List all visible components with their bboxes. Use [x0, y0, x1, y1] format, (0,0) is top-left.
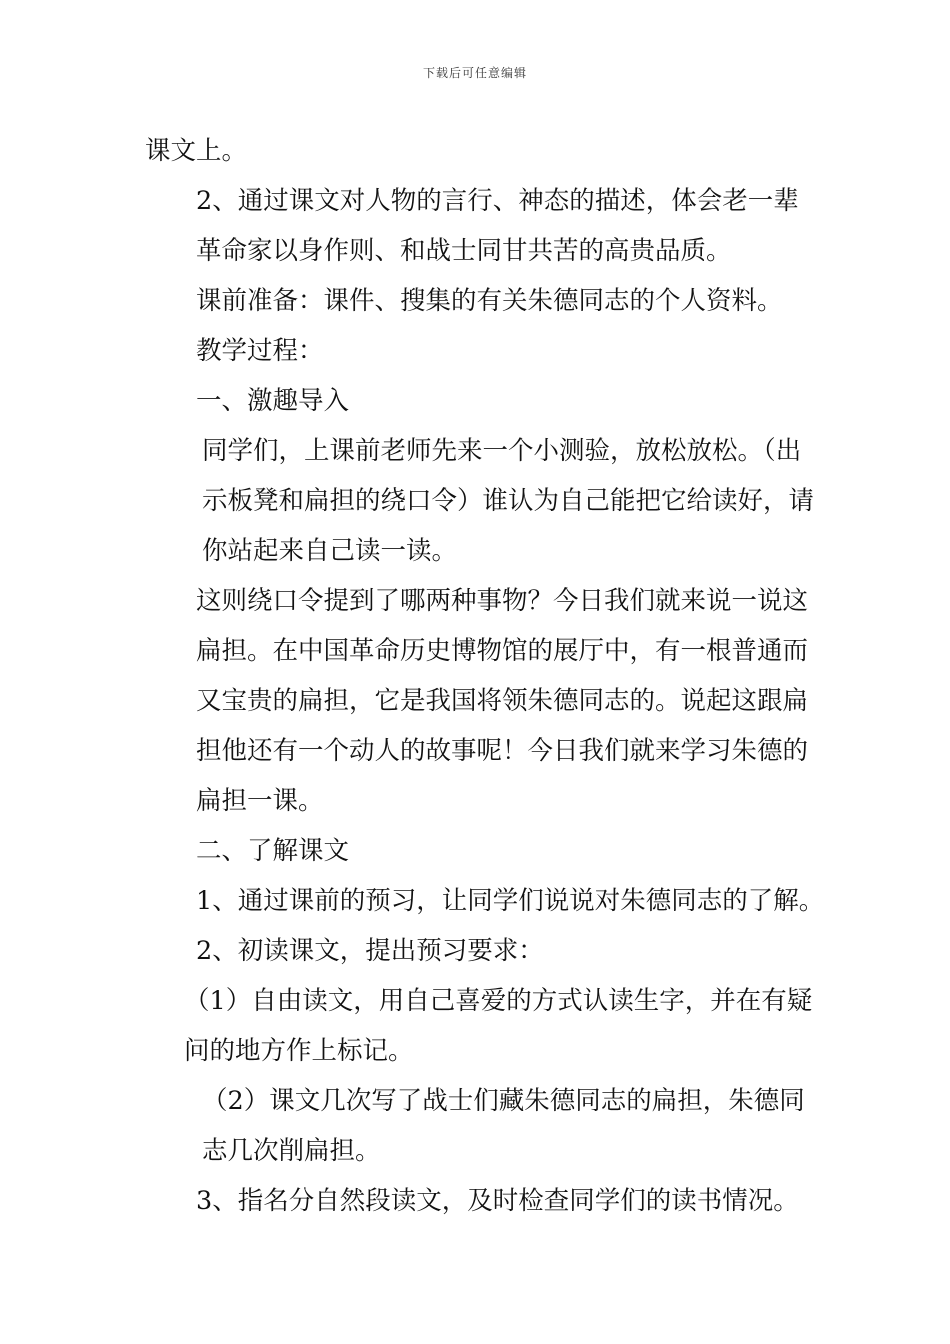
paragraph: 课文上。 [145, 136, 248, 166]
section-heading: 一、激趣导入 [196, 386, 350, 416]
paragraph: 同学们，上课前老师先来一个小测验，放松放松。（出示板凳和扁担的绕口令）谁认为自己能把它给读好，请你站起来自己读一读。 [202, 436, 815, 566]
paragraph: 2、初读课文，提出预习要求： [196, 936, 544, 966]
paragraph: 这则绕口令提到了哪两种事物？今日我们就来说一说这扁担。在中国革命历史博物馆的展厅中，有一根普通而又宝贵的扁担，它是我国将领朱德同志的。说起这跟扁担他还有一个动人的故事呢！今日我们就来学习朱德的扁担一课。 [196, 586, 809, 816]
section-heading: 二、了解课文 [196, 836, 350, 866]
page-header: 下载后可任意编辑 [422, 66, 527, 80]
paragraph: （1）自由读文，用自己喜爱的方式认读生字，并在有疑问的地方作上标记。 [184, 986, 813, 1066]
paragraph: 2、通过课文对人物的言行、神态的描述，体会老一辈革命家以身作则、和战士同甘共苦的高贵品质。 [196, 186, 799, 266]
document-body [145, 126, 825, 1226]
paragraph: 1、通过课前的预习，让同学们说说对朱德同志的了解。 [196, 886, 825, 916]
paragraph: （2）课文几次写了战士们藏朱德同志的扁担，朱德同志几次削扁担。 [202, 1086, 805, 1166]
paragraph: 教学过程： [196, 336, 324, 366]
paragraph: 课前准备：课件、搜集的有关朱德同志的个人资料。 [196, 286, 783, 316]
paragraph: 3、指名分自然段读文，及时检查同学们的读书情况。 [196, 1186, 799, 1216]
